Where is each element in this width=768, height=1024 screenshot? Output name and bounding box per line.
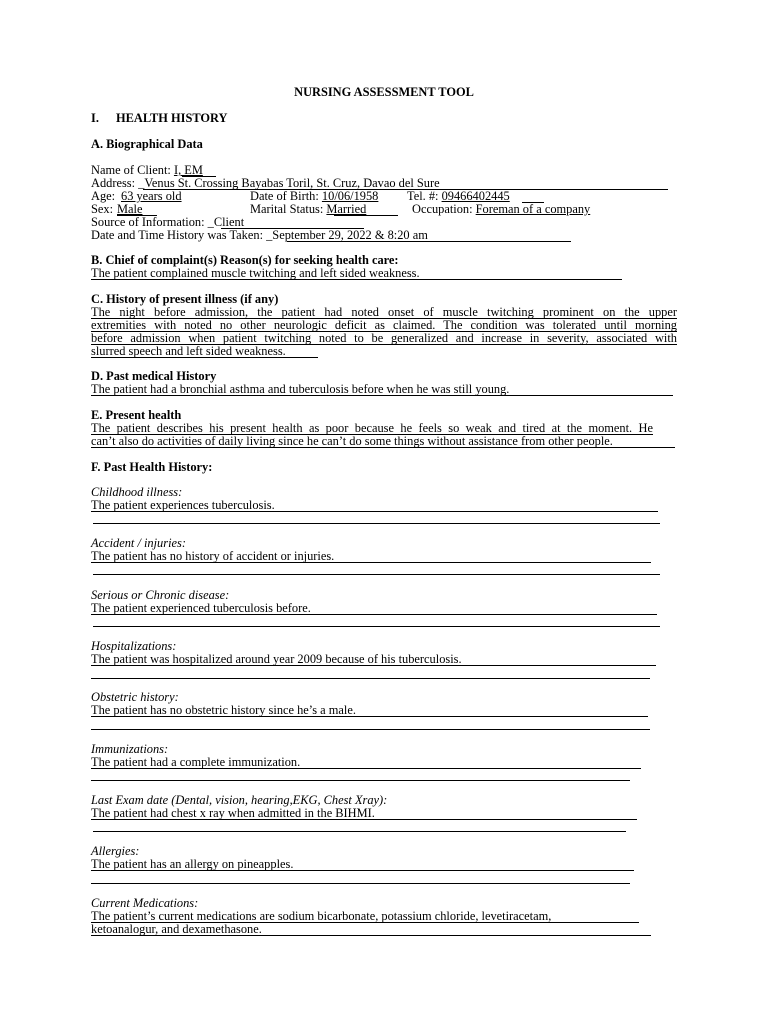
field-text-allergies: The patient has an allergy on pineapples. xyxy=(91,857,294,871)
past-medical-heading: D. Past medical History xyxy=(91,369,217,383)
field-label-current-medications: Current Medications: xyxy=(91,896,199,910)
source-line xyxy=(91,215,244,229)
sex-line xyxy=(91,202,113,216)
answer-line xyxy=(93,831,626,832)
address-label: Address: xyxy=(91,176,139,190)
source-label: Source of Information: xyxy=(91,215,208,229)
field-label-accident-injuries: Accident / injuries: xyxy=(91,536,186,550)
field-label-last-exam-date: Last Exam date (Dental, vision, hearing,EKG, Chest Xray): xyxy=(91,793,388,807)
tel-label: Tel. #: xyxy=(407,189,442,203)
field-label-chronic-disease: Serious or Chronic disease: xyxy=(91,588,230,602)
field-text-current-medications: The patient’s current medications are sodium bicarbonate, potassium chloride, levetiracetam, xyxy=(91,909,552,923)
date-taken-line xyxy=(91,228,428,242)
address-line xyxy=(91,176,440,190)
field-text-obstetric-history: The patient has no obstetric history since he’s a male. xyxy=(91,703,356,717)
source-value: _Client xyxy=(207,215,245,229)
present-illness-line: before admission when patient twitching noted to be generalized and increase in severity, associated with xyxy=(91,331,677,345)
occupation-line xyxy=(412,202,590,216)
marital-label: Marital Status: xyxy=(250,202,327,216)
field-label-childhood-illness: Childhood illness: xyxy=(91,485,183,499)
chief-complaint-heading: B. Chief of complaint(s) Reason(s) for seeking health care: xyxy=(91,253,399,267)
sex-label: Sex: xyxy=(91,202,114,216)
date-taken-underline xyxy=(287,241,571,242)
present-health-line: The patient describes his present health as poor because he feels so weak and tired at the moment. He xyxy=(91,421,653,435)
address-value: _Venus St. Crossing Bayabas Toril, St. Cruz, Davao del Sure xyxy=(138,176,440,190)
present-illness-line: extremities with noted no other neurologic deficit as claimed. The condition was tolerated until morning xyxy=(91,318,677,332)
date-taken-label: Date and Time History was Taken: xyxy=(91,228,267,242)
answer-line xyxy=(91,870,634,871)
age-value: 63 years old xyxy=(121,189,182,203)
marital-value: Married xyxy=(326,202,367,216)
past-health-heading: F. Past Health History: xyxy=(91,460,213,474)
tel-value: 09466402445 xyxy=(441,189,510,203)
answer-line xyxy=(93,574,660,575)
age-line xyxy=(91,189,115,203)
field-text-immunizations: The patient had a complete immunization. xyxy=(91,755,301,769)
answer-line xyxy=(91,562,651,563)
section-label: HEALTH HISTORY xyxy=(116,111,228,125)
answer-line xyxy=(91,935,651,936)
tel-line xyxy=(407,189,510,203)
field-label-immunizations: Immunizations: xyxy=(91,742,169,756)
answer-line xyxy=(91,780,630,781)
marital-line xyxy=(250,202,366,216)
answer-line xyxy=(91,716,648,717)
past-medical-text: The patient had a bronchial asthma and tuberculosis before when he was still young. xyxy=(91,382,510,396)
field-label-hospitalizations: Hospitalizations: xyxy=(91,639,177,653)
marital-underline xyxy=(334,215,398,216)
occupation-label: Occupation: xyxy=(412,202,476,216)
field-text-hospitalizations: The patient was hospitalized around year 2009 because of his tuberculosis. xyxy=(91,652,462,666)
answer-line xyxy=(91,729,650,730)
answer-line xyxy=(91,678,650,679)
section-number: I. xyxy=(91,111,99,125)
chief-complaint-underline xyxy=(91,279,622,280)
section-health-history xyxy=(91,111,228,125)
field-text-accident-injuries: The patient has no history of accident or injuries. xyxy=(91,549,335,563)
field-text-last-exam-date: The patient had chest x ray when admitted in the BIHMI. xyxy=(91,806,375,820)
present-health-underline xyxy=(91,447,675,448)
past-medical-underline xyxy=(91,395,673,396)
field-label-allergies: Allergies: xyxy=(91,844,140,858)
client-name-label: Name of Client: xyxy=(91,163,174,177)
date-taken-value: _September 29, 2022 & 8:20 am xyxy=(266,228,428,242)
answer-line xyxy=(91,614,657,615)
answer-line xyxy=(93,523,660,524)
occupation-value: Foreman of a company xyxy=(475,202,591,216)
sex-value: Male xyxy=(117,202,143,216)
client-name-value: I, EM xyxy=(173,163,203,177)
dob-label: Date of Birth: xyxy=(250,189,322,203)
dob-line xyxy=(250,189,378,203)
present-health-heading: E. Present health xyxy=(91,408,182,422)
address-underline xyxy=(143,189,668,190)
answer-line xyxy=(93,626,660,627)
answer-line xyxy=(91,665,656,666)
present-health-line: can’t also do activities of daily living since he can’t do some things without assistance from other people. xyxy=(91,434,613,448)
answer-line xyxy=(91,883,630,884)
dob-value: 10/06/1958 xyxy=(321,189,379,203)
answer-line xyxy=(91,768,641,769)
client-name-line xyxy=(91,163,203,177)
present-illness-underline xyxy=(91,357,318,358)
field-text-current-medications-cont: ketoanalogur, and dexamethasone. xyxy=(91,922,262,936)
chief-complaint-text: The patient complained muscle twitching and left sided weakness. xyxy=(91,266,420,280)
document-title: NURSING ASSESSMENT TOOL xyxy=(294,85,474,99)
answer-line xyxy=(91,819,637,820)
present-illness-heading: C. History of present illness (if any) xyxy=(91,292,279,306)
present-illness-line: slurred speech and left sided weakness. xyxy=(91,344,286,358)
field-text-childhood-illness: The patient experiences tuberculosis. xyxy=(91,498,275,512)
answer-line xyxy=(91,511,658,512)
field-label-obstetric-history: Obstetric history: xyxy=(91,690,179,704)
age-label: Age: xyxy=(91,189,116,203)
present-illness-line: The night before admission, the patient had noted onset of muscle twitching prominent on the upper xyxy=(91,305,677,319)
field-text-chronic-disease: The patient experienced tuberculosis before. xyxy=(91,601,311,615)
biographical-data-heading: A. Biographical Data xyxy=(91,137,203,151)
